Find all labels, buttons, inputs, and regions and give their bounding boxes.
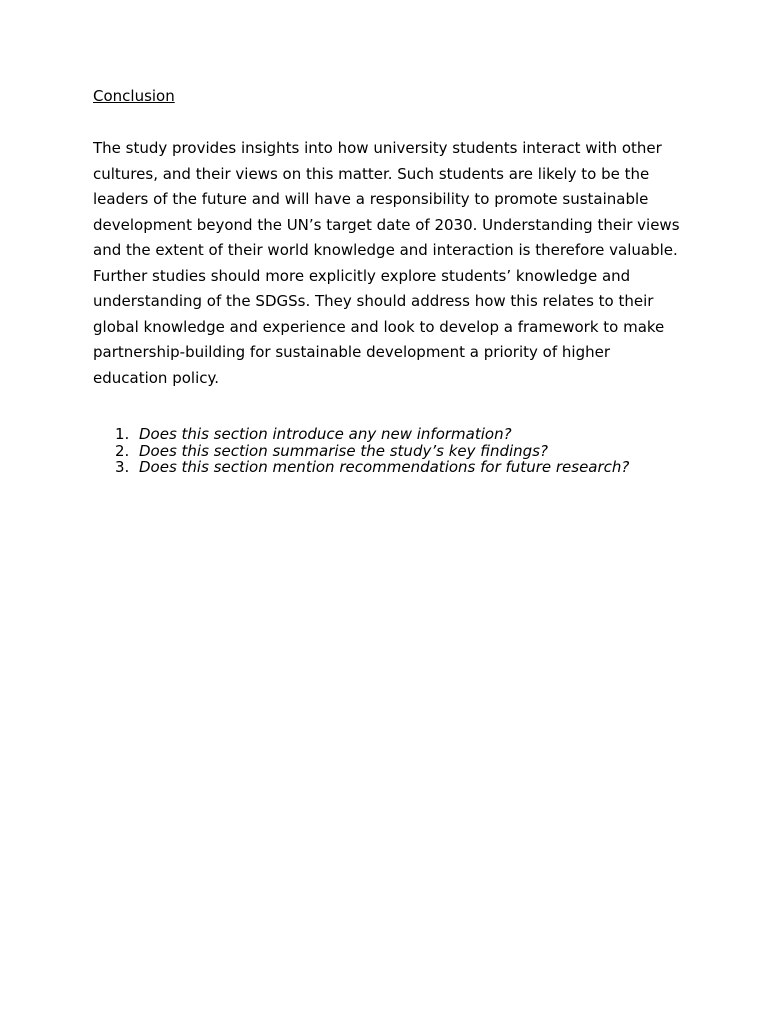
- list-item-number: 2.: [115, 441, 130, 460]
- review-questions-list: [93, 426, 693, 476]
- list-item-text: Does this section summarise the study’s key findings?: [139, 441, 548, 460]
- list-item-text: Does this section mention recommendations for future research?: [139, 458, 630, 476]
- conclusion-paragraph: The study provides insights into how university students interact with other cultures, and their views on this matter. Such students are likely to be the leaders of the future and will have a responsibility to promote sustainable development beyond the UN’s target date of 2030. Understanding their views and the extent of their world knowledge and interaction is therefore valuable. Further studies should more explicitly explore students’ knowledge and understanding of the SDGSs. They should address how this relates to their global knowledge and experience and look to develop a framework to make partnership-building for sustainable development a priority of higher education policy.: [93, 139, 680, 387]
- list-item: [93, 459, 693, 476]
- section-heading: Conclusion: [93, 87, 175, 105]
- list-item: [93, 426, 693, 443]
- list-item-number: 1.: [115, 425, 130, 443]
- list-item-text: Does this section introduce any new information?: [139, 425, 512, 443]
- list-item: [93, 443, 693, 460]
- list-item-number: 3.: [115, 458, 130, 476]
- document-page: [93, 86, 693, 476]
